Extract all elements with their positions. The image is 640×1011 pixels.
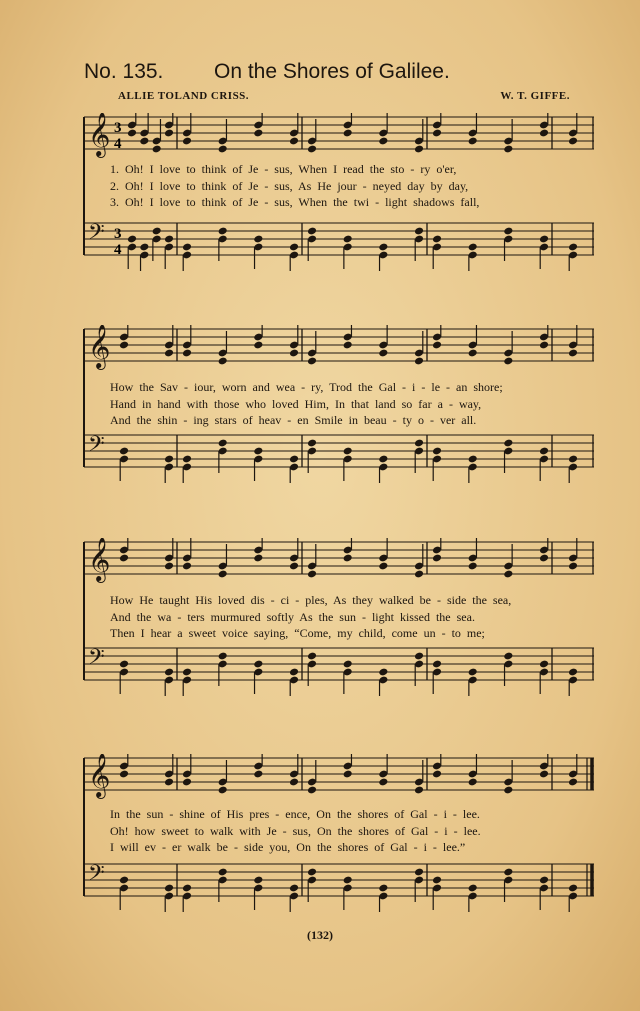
notehead <box>468 884 478 893</box>
lyric-line: 3. Oh! I love to think of Je - sus, When the twi - light shadows fall, <box>110 195 480 209</box>
time-signature-top: 3 <box>114 120 122 136</box>
bass-staff <box>84 432 594 483</box>
notehead <box>119 770 129 779</box>
notehead <box>414 439 424 448</box>
notehead <box>218 786 228 795</box>
notehead <box>378 562 388 571</box>
notehead <box>289 349 299 358</box>
notehead <box>307 145 317 154</box>
notehead <box>414 868 424 877</box>
lyric-line: I will ev - er walk be - side you, On the shores of Gal - i - lee.” <box>110 840 466 854</box>
notehead <box>568 137 578 146</box>
notehead <box>503 227 513 236</box>
notehead <box>253 770 263 779</box>
notehead <box>289 137 299 146</box>
notehead <box>343 447 353 456</box>
time-signature-bottom: 4 <box>114 242 122 258</box>
notehead <box>414 145 424 154</box>
notehead <box>289 562 299 571</box>
notehead <box>182 137 192 146</box>
bass-clef-icon: 𝄢 <box>88 645 105 675</box>
treble-staff <box>84 538 594 583</box>
lyrics-block-4 <box>110 806 481 856</box>
notehead <box>127 235 137 244</box>
notehead <box>343 770 353 779</box>
notehead <box>253 447 263 456</box>
notehead <box>503 786 513 795</box>
notehead <box>307 357 317 366</box>
notehead <box>539 660 549 669</box>
notehead <box>164 129 174 138</box>
notehead <box>539 447 549 456</box>
lyric-line: And the shin - ing stars of heav - en Smile in beau - ty o - ver all. <box>110 413 477 427</box>
composer-credit: W. T. GIFFE. <box>500 90 570 102</box>
notehead <box>152 227 162 236</box>
notehead <box>182 668 192 677</box>
notehead <box>182 884 192 893</box>
lyric-line: How He taught His loved dis - ci - ples, As they walked be - side the sea, <box>110 593 512 607</box>
notehead <box>568 562 578 571</box>
notehead <box>307 227 317 236</box>
notehead <box>432 447 442 456</box>
notehead <box>119 341 129 350</box>
notehead <box>218 439 228 448</box>
notehead <box>164 884 174 893</box>
notehead <box>568 243 578 252</box>
notehead <box>378 778 388 787</box>
lyric-line: Oh! how sweet to walk with Je - sus, On the shores of Gal - i - lee. <box>110 823 481 838</box>
notehead <box>568 778 578 787</box>
lyric-line: And the wa - ters murmured softly As the sun - light kissed the sea. <box>110 609 475 624</box>
notehead <box>432 770 442 779</box>
notehead <box>432 554 442 563</box>
notehead <box>539 554 549 563</box>
notehead <box>139 243 149 252</box>
music-system-2 <box>82 325 596 483</box>
notehead <box>378 668 388 677</box>
lyrics-block-1 <box>110 161 479 211</box>
notehead <box>468 455 478 464</box>
notehead <box>164 668 174 677</box>
notehead <box>378 137 388 146</box>
music-system-1 <box>82 113 596 271</box>
notehead <box>503 868 513 877</box>
notehead <box>182 778 192 787</box>
notehead <box>468 243 478 252</box>
notehead <box>253 660 263 669</box>
time-signature-top: 3 <box>114 226 122 242</box>
page-number: (132) <box>307 928 333 942</box>
music-system-4 <box>82 754 596 912</box>
notehead <box>468 137 478 146</box>
notehead <box>414 227 424 236</box>
notehead <box>127 129 137 138</box>
music-system-3 <box>82 538 596 696</box>
lyrics-block-3 <box>110 592 511 642</box>
notehead <box>218 570 228 579</box>
notehead <box>139 137 149 146</box>
notehead <box>468 778 478 787</box>
notehead <box>289 778 299 787</box>
notehead <box>164 778 174 787</box>
notehead <box>119 554 129 563</box>
treble-clef-icon: 𝄞 <box>88 113 111 156</box>
bass-clef-icon: 𝄢 <box>88 861 105 891</box>
notehead <box>307 652 317 661</box>
notehead <box>378 884 388 893</box>
notehead <box>253 554 263 563</box>
notehead <box>503 652 513 661</box>
notehead <box>378 349 388 358</box>
treble-staff <box>84 113 594 158</box>
notehead <box>253 235 263 244</box>
notehead <box>218 357 228 366</box>
lyric-line: 1. Oh! I love to think of Je - sus, When I read the sto - ry o'er, <box>110 162 457 176</box>
bass-staff <box>84 645 594 696</box>
notehead <box>468 562 478 571</box>
notehead <box>218 227 228 236</box>
notehead <box>503 570 513 579</box>
lyric-line: In the sun - shine of His pres - ence, On the shores of Gal - i - lee. <box>110 807 480 821</box>
notehead <box>182 349 192 358</box>
notehead <box>432 129 442 138</box>
treble-clef-icon: 𝄞 <box>88 325 111 368</box>
notehead <box>343 554 353 563</box>
bass-clef-icon: 𝄢 <box>88 432 105 462</box>
notehead <box>119 447 129 456</box>
notehead <box>468 668 478 677</box>
bass-staff <box>84 220 594 271</box>
notehead <box>468 349 478 358</box>
notehead <box>164 455 174 464</box>
notehead <box>182 243 192 252</box>
notehead <box>568 455 578 464</box>
notehead <box>414 357 424 366</box>
notehead <box>343 876 353 885</box>
lyric-line: 2. Oh! I love to think of Je - sus, As He jour - neyed day by day, <box>110 178 469 193</box>
notehead <box>289 455 299 464</box>
notehead <box>432 235 442 244</box>
lyricist-credit: ALLIE TOLAND CRISS. <box>118 90 250 102</box>
notehead <box>432 876 442 885</box>
notehead <box>307 570 317 579</box>
notehead <box>152 145 162 154</box>
notehead <box>568 668 578 677</box>
notehead <box>568 884 578 893</box>
notehead <box>343 129 353 138</box>
notehead <box>568 349 578 358</box>
notehead <box>539 129 549 138</box>
notehead <box>503 439 513 448</box>
lyric-line: How the Sav - iour, worn and wea - ry, Trod the Gal - i - le - an shore; <box>110 380 503 394</box>
notehead <box>343 235 353 244</box>
notehead <box>503 357 513 366</box>
notehead <box>253 129 263 138</box>
notehead <box>539 876 549 885</box>
notehead <box>119 660 129 669</box>
bass-clef-icon: 𝄢 <box>88 220 105 250</box>
notehead <box>378 243 388 252</box>
notehead <box>218 652 228 661</box>
lyrics-block-2 <box>110 379 503 429</box>
notehead <box>289 884 299 893</box>
notehead <box>378 455 388 464</box>
notehead <box>164 235 174 244</box>
treble-clef-icon: 𝄞 <box>88 538 111 581</box>
hymn-header <box>84 60 584 90</box>
time-signature-bottom: 4 <box>114 136 122 152</box>
notehead <box>503 145 513 154</box>
notehead <box>164 349 174 358</box>
notehead <box>539 235 549 244</box>
notehead <box>218 868 228 877</box>
notehead <box>414 786 424 795</box>
treble-staff <box>84 325 594 370</box>
notehead <box>539 770 549 779</box>
hymn-title: On the Shores of Galilee. <box>214 60 450 83</box>
treble-staff <box>84 754 594 799</box>
notehead <box>164 562 174 571</box>
treble-clef-icon: 𝄞 <box>88 754 111 797</box>
bass-staff <box>84 861 594 912</box>
notehead <box>218 145 228 154</box>
notehead <box>539 341 549 350</box>
notehead <box>253 341 263 350</box>
notehead <box>119 876 129 885</box>
notehead <box>182 455 192 464</box>
credits-line <box>118 90 570 106</box>
notehead <box>343 660 353 669</box>
hymn-number: No. 135. <box>84 60 164 83</box>
notehead <box>182 562 192 571</box>
notehead <box>414 570 424 579</box>
notehead <box>289 668 299 677</box>
notehead <box>414 652 424 661</box>
notehead <box>307 439 317 448</box>
notehead <box>432 660 442 669</box>
notehead <box>432 341 442 350</box>
lyric-line: Hand in hand with those who loved Him, In that land so far a - way, <box>110 396 482 411</box>
notehead <box>343 341 353 350</box>
notehead <box>289 243 299 252</box>
notehead <box>253 876 263 885</box>
notehead <box>307 786 317 795</box>
lyric-line: Then I hear a sweet voice saying, “Come, my child, come un - to me; <box>110 626 485 640</box>
notehead <box>307 868 317 877</box>
